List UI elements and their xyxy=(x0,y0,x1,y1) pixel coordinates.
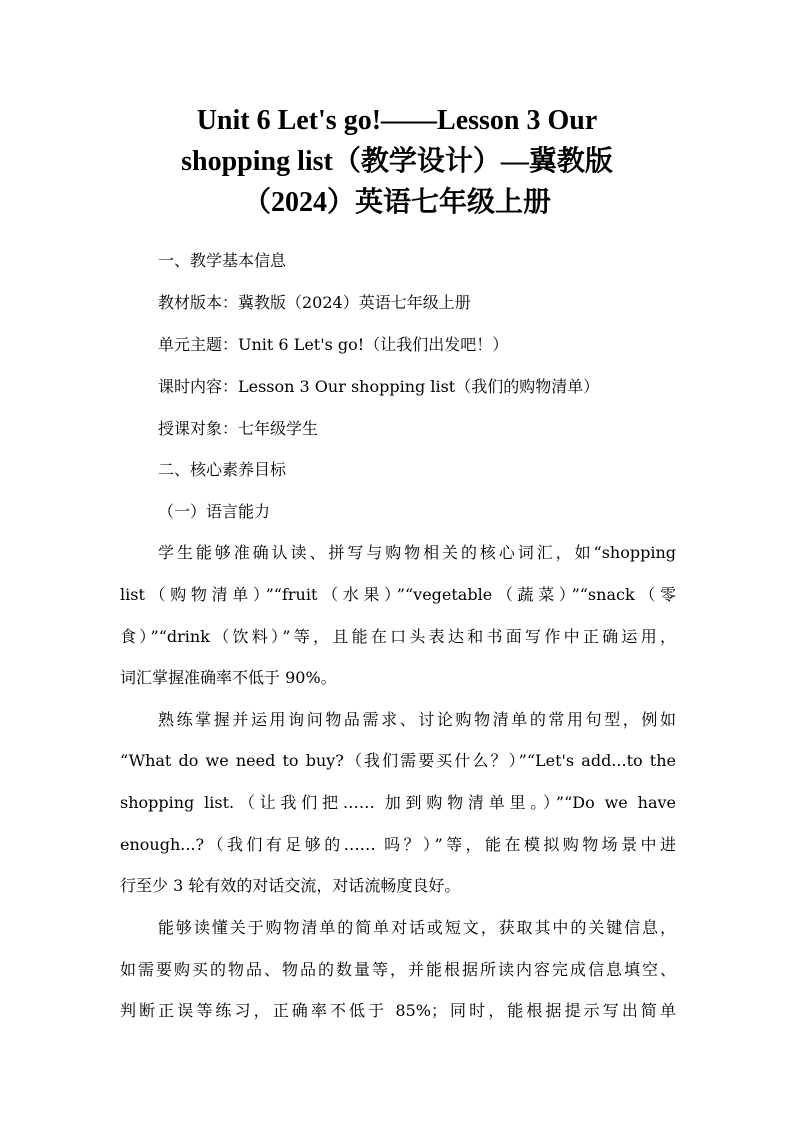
section-heading-core-goals: 二、核心素养目标 xyxy=(158,460,287,479)
paragraph-2-line-5: 行至少 3 轮有效的对话交流，对话流畅度良好。 xyxy=(120,876,461,895)
title-line-2: shopping list（教学设计）—冀教版 xyxy=(181,146,613,177)
paragraph-1-line-1: 学生能够准确认读、拼写与购物相关的核心词汇，如“shopping xyxy=(158,543,676,562)
paragraph-2-line-2: “What do we need to buy?（我们需要买什么？）”“Let's add...to the xyxy=(120,751,676,770)
subsection-heading-language-ability: （一）语言能力 xyxy=(158,502,271,521)
paragraph-1-line-3: 食）”“drink（饮料）”等，且能在口头表达和书面写作中正确运用， xyxy=(120,627,676,646)
paragraph-2-line-3: shopping list.（让我们把…… 加到购物清单里。）”“Do we have xyxy=(120,793,676,812)
info-textbook-edition: 教材版本：冀教版（2024）英语七年级上册 xyxy=(158,293,471,312)
paragraph-1-line-4: 词汇掌握准确率不低于 90%。 xyxy=(120,668,337,687)
section-heading-basic-info: 一、教学基本信息 xyxy=(158,251,287,270)
paragraph-2-line-1: 熟练掌握并运用询问物品需求、讨论购物清单的常用句型，例如 xyxy=(158,710,676,729)
document-title xyxy=(100,100,694,223)
info-audience: 授课对象：七年级学生 xyxy=(158,419,319,438)
paragraph-3-line-3: 判断正误等练习，正确率不低于 85%；同时，能根据提示写出简单 xyxy=(120,1001,676,1020)
paragraph-1-line-2: list（购物清单）”“fruit（水果）”“vegetable（蔬菜）”“snack（零 xyxy=(120,585,676,604)
info-unit-theme: 单元主题：Unit 6 Let's go!（让我们出发吧！） xyxy=(158,335,509,354)
paragraph-3-line-2: 如需要购买的物品、物品的数量等，并能根据所读内容完成信息填空、 xyxy=(120,960,676,979)
paragraph-3-line-1: 能够读懂关于购物清单的简单对话或短文，获取其中的关键信息， xyxy=(158,918,676,937)
paragraph-2-line-4: enough...?（我们有足够的…… 吗？）”等，能在模拟购物场景中进 xyxy=(120,835,676,854)
title-line-3: （2024）英语七年级上册 xyxy=(242,187,551,218)
info-lesson-content: 课时内容：Lesson 3 Our shopping list（我们的购物清单） xyxy=(158,377,600,396)
title-line-1: Unit 6 Let's go!——Lesson 3 Our xyxy=(196,105,598,136)
